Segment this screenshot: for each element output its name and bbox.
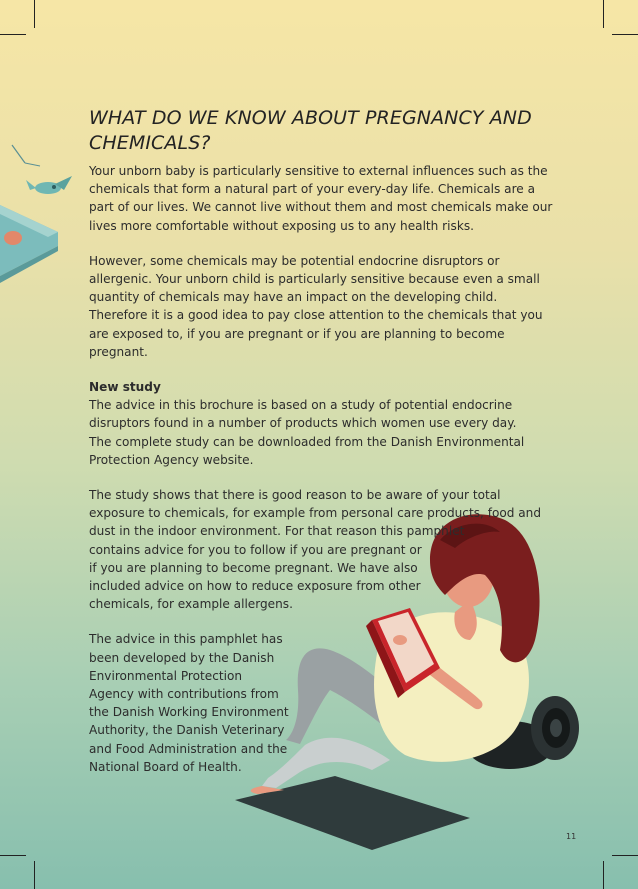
new-study-body-2: The complete study can be downloaded from the Danish Environmental Protection Agency website. [89,434,525,467]
endocrine-paragraph: However, some chemicals may be potential endocrine disruptors or allergenic. Your unborn child is particularly sensitive because even a small quantity of chemicals may have an impact on the developing child. Therefore it is a good idea to pay close attention to the chemicals that you are exposed to, if you are pregnant or if you are planning to become pregnant. [89,253,543,359]
exposure-paragraph-narrow: contains advice for you to follow if you are pregnant or if you are planning to become pregnant. We have also included advice on how to reduce exposure from other chemicals, for example allergens. [89,542,422,612]
new-study-heading: New study [89,380,161,395]
exposure-paragraph-wide: The study shows that there is good reason to be aware of your total exposure to chemicals, for example from personal care products, food and dust in the indoor environment. For that reason this pamphlet [89,488,542,539]
page-number: 11 [566,832,577,841]
new-study-section [89,378,559,469]
new-study-body-1: The advice in this brochure is based on a study of potential endocrine disruptors found in a number of products which women use every day. [89,398,517,431]
intro-paragraph: Your unborn baby is particularly sensitive to external influences such as the chemicals that form a natural part of your every-day life. Chemicals are a part of our lives. We cannot live without them and most chemicals make our lives more comfortable without exposing us to any health risks. [89,164,553,233]
contributors-paragraph: The advice in this pamphlet has been developed by the Danish Environmental Protection Agency with contributions from the Danish Working Environment Authority, the Danish Veterinary and Food Administration and the National Board of Health. [89,632,289,774]
page-title: WHAT DO WE KNOW ABOUT PREGNANCY AND CHEMICALS? [89,107,532,154]
body-text [89,162,559,793]
